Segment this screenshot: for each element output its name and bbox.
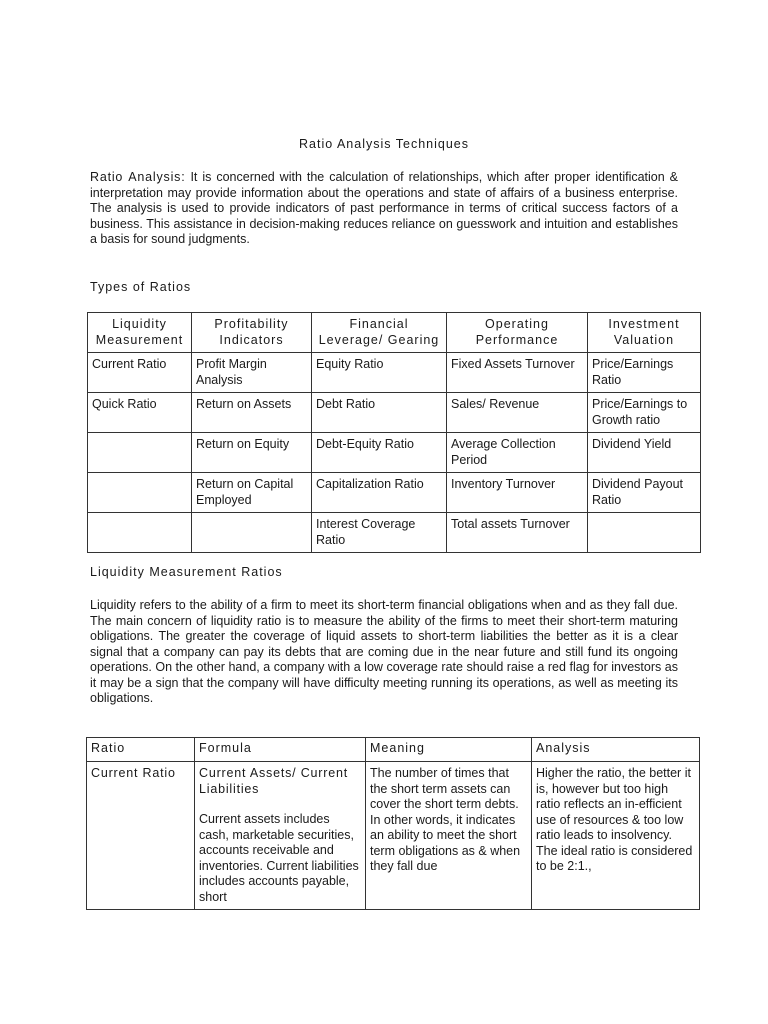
table-row (88, 353, 701, 393)
formula-cell (195, 762, 366, 910)
table-row (88, 433, 701, 473)
header-meaning: Meaning (366, 738, 532, 762)
table-cell: Inventory Turnover (447, 473, 588, 513)
intro-text: It is concerned with the calculation of relationships, which after proper identification & interpretation may provide information about the operations and state of affairs of a business enterprise. The analysis is used to provide indicators of past performance in terms of critical success factors of a business. This assistance in decision-making reduces reliance on guesswork and intuition and establishes a basis for sound judgments. (90, 170, 679, 246)
table-header-row (87, 738, 700, 762)
table-cell: Return on Capital Employed (192, 473, 312, 513)
table-cell: Debt Ratio (312, 393, 447, 433)
analysis-cell: Higher the ratio, the better it is, however but too high ratio reflects an in-efficient use of resources & too low ratio leads to insolvency. The ideal ratio is considered to be 2:1., (532, 762, 700, 910)
table-cell: Equity Ratio (312, 353, 447, 393)
table-cell: Dividend Payout Ratio (588, 473, 701, 513)
table-cell: Quick Ratio (88, 393, 192, 433)
table-cell (88, 513, 192, 553)
page-title: Ratio Analysis Techniques (299, 137, 469, 151)
table-cell: Fixed Assets Turnover (447, 353, 588, 393)
meaning-cell: The number of times that the short term assets can cover the short term debts. In other words, it indicates an ability to meet the short term obligations as & when they fall due (366, 762, 532, 910)
table-cell: Sales/ Revenue (447, 393, 588, 433)
header-formula: Formula (195, 738, 366, 762)
table-cell: Price/Earnings to Growth ratio (588, 393, 701, 433)
liquidity-ratio-table (86, 737, 700, 910)
header-financial-leverage: Financial Leverage/ Gearing (312, 313, 447, 353)
formula-note: Current assets includes cash, marketable securities, accounts receivable and inventories. Current liabilities includes accounts payable, short (199, 812, 359, 904)
header-investment-valuation: Investment Valuation (588, 313, 701, 353)
table-cell (88, 433, 192, 473)
ratio-cell: Current Ratio (87, 762, 195, 910)
header-profitability-indicators: Profitability Indicators (192, 313, 312, 353)
table-cell (192, 513, 312, 553)
formula-main: Current Assets/ Current Liabilities (199, 766, 349, 796)
table-cell: Dividend Yield (588, 433, 701, 473)
table-cell: Profit Margin Analysis (192, 353, 312, 393)
types-of-ratios-table (87, 312, 701, 553)
table-cell (588, 513, 701, 553)
table-cell: Capitalization Ratio (312, 473, 447, 513)
liquidity-ratios-heading: Liquidity Measurement Ratios (90, 565, 283, 579)
table-header-row (88, 313, 701, 353)
cell-spacer (199, 797, 361, 812)
intro-lead: Ratio Analysis: (90, 170, 186, 184)
intro-paragraph (90, 170, 678, 248)
table-cell: Price/Earnings Ratio (588, 353, 701, 393)
table-row (87, 762, 700, 910)
table-row (88, 393, 701, 433)
table-cell: Return on Assets (192, 393, 312, 433)
table-cell: Interest Coverage Ratio (312, 513, 447, 553)
table-cell (88, 473, 192, 513)
header-analysis: Analysis (532, 738, 700, 762)
header-operating-performance: Operating Performance (447, 313, 588, 353)
table-cell: Return on Equity (192, 433, 312, 473)
header-ratio: Ratio (87, 738, 195, 762)
types-of-ratios-heading: Types of Ratios (90, 280, 192, 294)
table-cell: Total assets Turnover (447, 513, 588, 553)
table-cell: Debt-Equity Ratio (312, 433, 447, 473)
table-row (88, 473, 701, 513)
table-cell: Average Collection Period (447, 433, 588, 473)
liquidity-paragraph: Liquidity refers to the ability of a firm to meet its short-term financial obligations when and as they fall due. The main concern of liquidity ratio is to measure the ability of the firms to meet their short-term maturing obligations. The greater the coverage of liquid assets to short-term liabilities the better as it is a clear signal that a company can pay its debts that are coming due in the near future and still fund its ongoing operations. On the other hand, a company with a low coverage rate should raise a red flag for investors as it may be a sign that the company will have difficulty meeting running its operations, as well as meeting its obligations. (90, 598, 678, 705)
header-liquidity-measurement: Liquidity Measurement (88, 313, 192, 353)
table-row (88, 513, 701, 553)
table-cell: Current Ratio (88, 353, 192, 393)
